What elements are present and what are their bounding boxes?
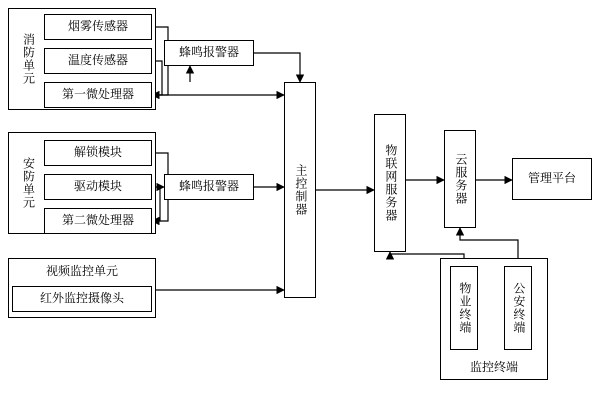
node-unlock-module: 解锁模块 — [44, 140, 152, 166]
node-smoke-sensor: 烟雾传感器 — [44, 14, 152, 40]
node-main-controller: 主控制器 — [284, 82, 316, 298]
node-drive-module: 驱动模块 — [44, 174, 152, 200]
node-iot-server: 物联网服务器 — [374, 114, 406, 252]
node-mcu-2: 第二微处理器 — [44, 208, 152, 234]
unit-label-monitor-terminal: 监控终端 — [469, 359, 518, 374]
node-temp-sensor: 温度传感器 — [44, 48, 152, 74]
node-cloud-server: 云服务器 — [444, 130, 476, 228]
connector-buzzer1-to-main — [254, 53, 300, 82]
unit-label-security-unit: 安防单元 — [21, 157, 36, 209]
node-property-terminal: 物业终端 — [450, 266, 478, 350]
unit-label-video-unit: 视频监控单元 — [45, 263, 118, 278]
node-management-platform: 管理平台 — [512, 158, 592, 200]
unit-label-fire-unit: 消防单元 — [21, 33, 36, 85]
node-police-terminal: 公安终端 — [504, 266, 532, 350]
node-buzzer-2: 蜂鸣报警器 — [164, 174, 254, 200]
node-buzzer-1: 蜂鸣报警器 — [164, 40, 254, 66]
node-mcu-1: 第一微处理器 — [44, 82, 152, 108]
node-ir-camera: 红外监控摄像头 — [12, 286, 152, 312]
